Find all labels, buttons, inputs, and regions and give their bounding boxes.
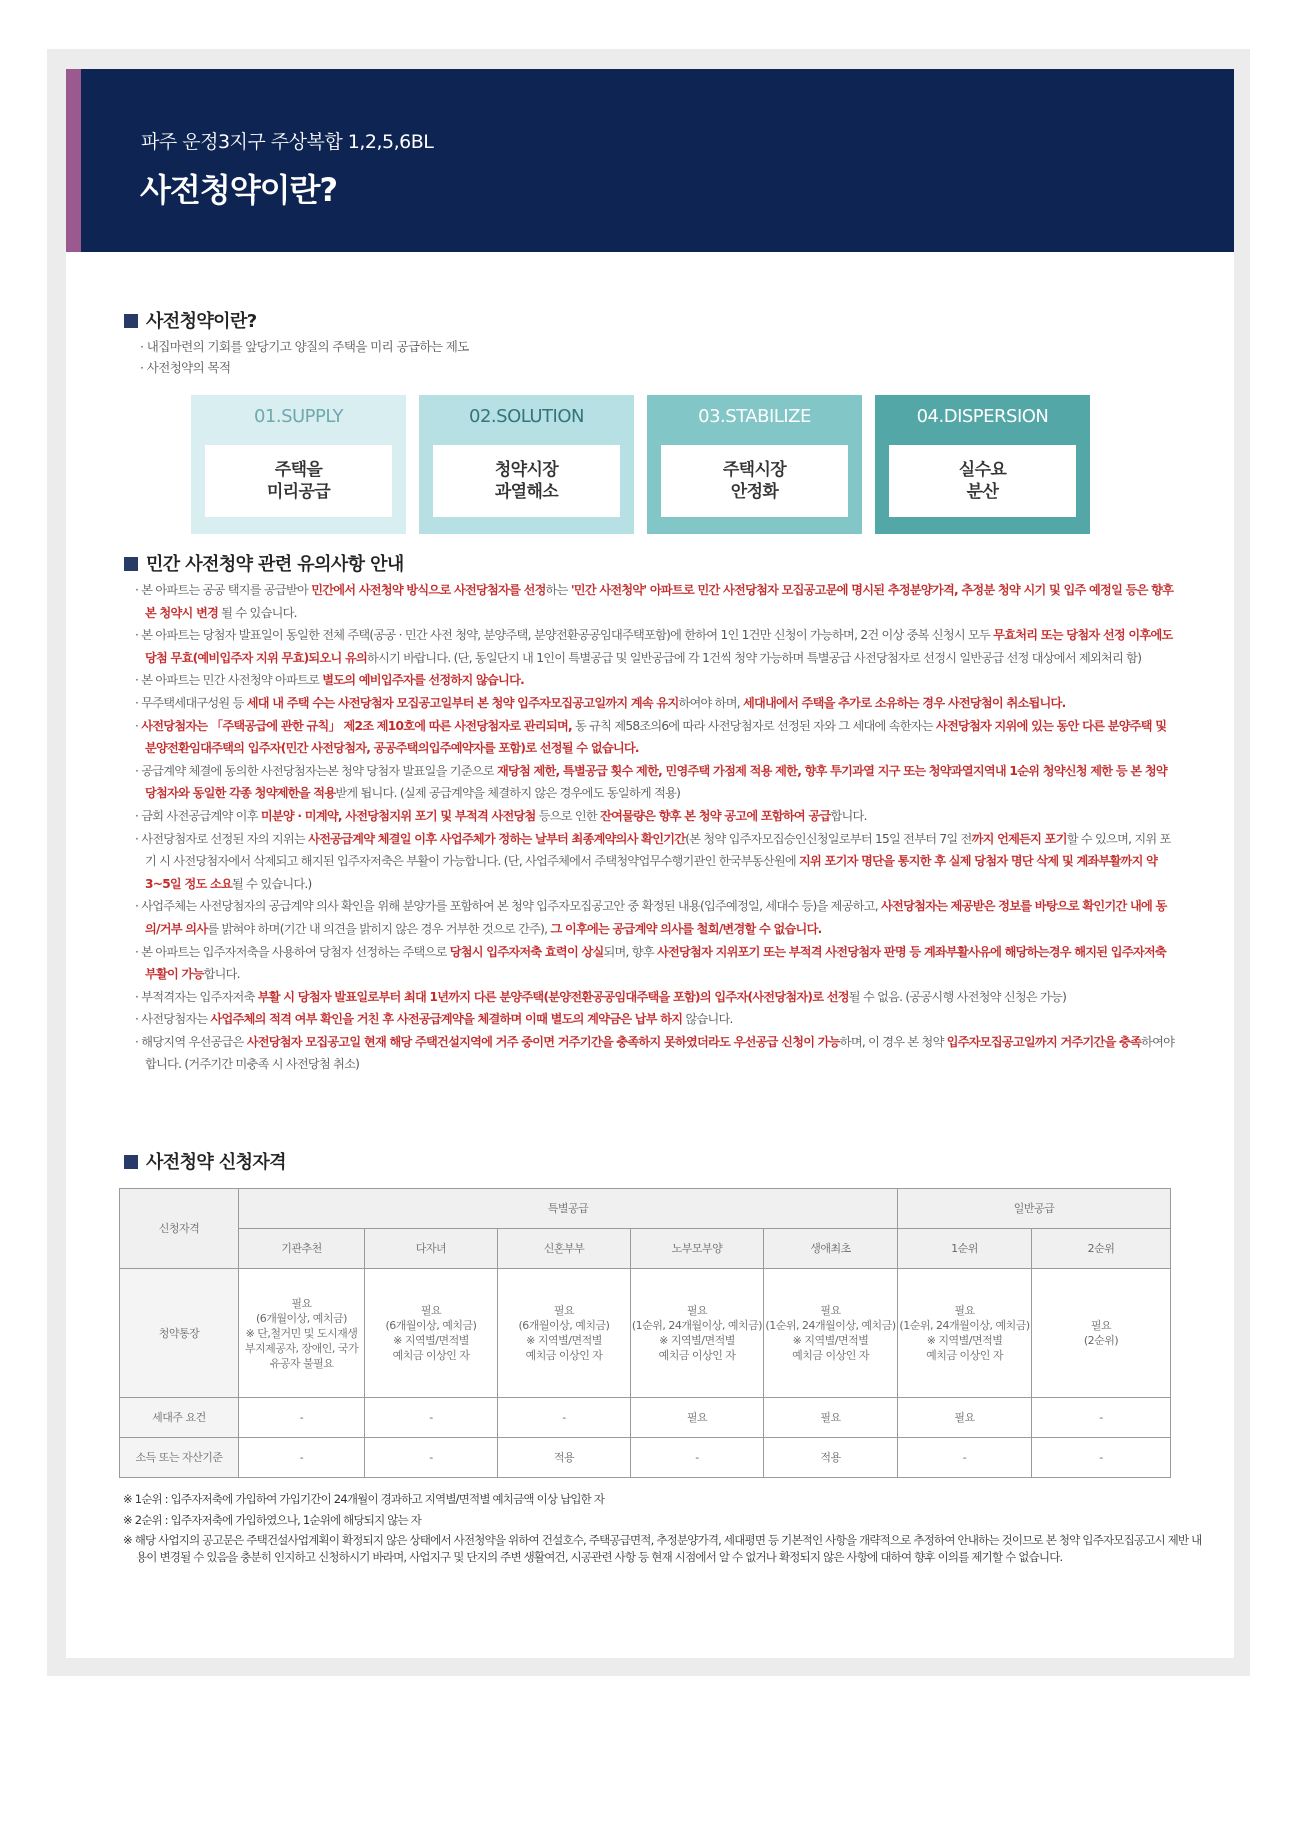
notice-item (135, 760, 1175, 805)
notice-text: 될 수 있습니다.) (232, 876, 312, 891)
notice-emphasis: 지위 포기자 명단을 통지한 후 실제 당첨자 명단 삭제 및 계좌부활까지 약 3~5일 정도 소요 (145, 854, 1158, 891)
hero-banner (66, 69, 1234, 252)
purpose-card (419, 395, 634, 534)
notice-text: 할 수 있으며, 지위 포기 시 사전당첨자에서 삭제되고 해지된 입주자저축은 부활이 가능합니다. (단, 사업주체에서 주택청약업무수행기관인 한국부동산원에 (145, 831, 1171, 869)
notice-emphasis: 그 이후에는 공급계약 의사를 철회/변경할 수 없습니다. (550, 921, 822, 936)
column-header: 1순위 (898, 1229, 1032, 1269)
cell-line: 유공자 불필요 (269, 1356, 334, 1370)
notice-emphasis: 입주자모집공고일까지 거주기간을 충족 (946, 1034, 1142, 1049)
column-header: 신혼부부 (498, 1229, 631, 1269)
notice-emphasis: 사전당첨자 지위에 있는 동안 다른 분양주택 및 분양전환임대주택의 입주자(민간 사전당첨자, 공공주택의입주예약자를 포함)로 선정될 수 없습니다. (145, 718, 1167, 756)
table-cell (498, 1398, 631, 1438)
cell-line: - (695, 1451, 699, 1464)
cell-line: ※ 지역별/면적별 (926, 1334, 1003, 1347)
cell-line: 예치금 이상인 자 (658, 1349, 736, 1362)
cell-line: 적용 (820, 1451, 841, 1464)
table-row (120, 1438, 1171, 1478)
notice-emphasis: 재당첨 제한, 특별공급 횟수 제한, 민영주택 가점제 적용 제한, 향후 투기과열 지구 또는 청약과열지역내 1순위 청약신청 제한 등 본 청약 당첨자와 동일한 각종 청약제한을 적용 (145, 763, 1167, 801)
section-heading-text: 민간 사전청약 관련 유의사항 안내 (146, 554, 404, 575)
table-cell (365, 1398, 498, 1438)
intro-line: · 사전청약의 목적 (140, 360, 231, 375)
notice-text: 를 밝혀야 하며(기간 내 의견을 밝히지 않은 경우 거부한 것으로 간주), (207, 921, 551, 936)
table-cell (498, 1269, 631, 1398)
notice-text: 무주택세대구성원 등 (141, 695, 247, 710)
column-header: 기관추천 (239, 1229, 365, 1269)
cell-line: 적용 (553, 1451, 575, 1464)
cell-line: - (562, 1411, 566, 1424)
notice-text: 합니다. (203, 967, 240, 982)
notice-item (135, 624, 1175, 669)
intro-line: · 내집마련의 기회를 앞당기고 양질의 주택을 미리 공급하는 제도 (140, 339, 469, 354)
notice-text: 않습니다. (682, 1012, 733, 1027)
notice-text: (본 청약 입주자모집승인신청일로부터 15일 전부터 7일 전 (685, 831, 972, 846)
cell-line: ※ 지역별/면적별 (393, 1334, 469, 1347)
table-cell (898, 1438, 1032, 1478)
notice-text: 공급계약 체결에 동의한 사전당첨자는본 청약 당첨자 발표일을 기준으로 (141, 763, 497, 778)
table-row (120, 1269, 1171, 1398)
hero-accent-bar (66, 69, 81, 252)
footnote: ※ 해당 사업지의 공고문은 주택건설사업계획이 확정되지 않은 상태에서 사전청약을 위하여 건설호수, 주택공급면적, 추정분양가격, 세대평면 등 기본적인 사항을 개략적으로 추정하여 안내하는 것이므로 본 청약 입주자모집공고시 제반 내용이 변경될 수 있음을 충분히 인지하고 신청하시기 바라며, 사업지구 및 단지의 주변 생활여건, 시공관련 사항 등 현재 시점에서 알 수 없거나 확정되지 않은 사항에 대하여 향후 이의를 제기할 수 없습니다. (123, 1533, 1202, 1564)
row-label: 세대주 요건 (120, 1398, 239, 1438)
group-general-header: 일반공급 (898, 1189, 1171, 1229)
cell-line: 예치금 이상인 자 (392, 1349, 470, 1362)
heading-square-icon (124, 1155, 138, 1169)
page-title: 사전청약이란? (140, 171, 338, 209)
cell-line: (6개월이상, 예치금) (385, 1319, 477, 1332)
cell-line: 필요 (686, 1411, 708, 1424)
table-cell (239, 1269, 365, 1398)
row-label: 소득 또는 자산기준 (120, 1438, 239, 1478)
notice-text: 본 아파트는 민간 사전청약 아파트로 (141, 673, 323, 688)
notice-text: 동 규칙 제58조의6에 따라 사전당첨자로 선정된 자와 그 세대에 속한자는 (571, 718, 936, 733)
table-cell (1032, 1398, 1171, 1438)
notice-emphasis: 민간에서 사전청약 방식으로 사전당첨자를 선정 (311, 583, 546, 597)
notice-emphasis: 잔여물량은 향후 본 청약 공고에 포함하여 공급 (600, 808, 831, 823)
purpose-box (661, 445, 848, 517)
notice-emphasis: 세대 내 주택 수는 사전당첨자 모집공고일부터 본 청약 입주자모집공고일까지 계속 유지 (246, 695, 679, 710)
intro-text (140, 336, 469, 378)
notice-emphasis: 사전당첨자 지위포기 또는 부적격 사전당첨자 판명 등 계좌부활사유에 해당하는경우 해지된 입주자저축 부활이 가능 (145, 944, 1166, 982)
cell-line: ※ 지역별/면적별 (792, 1334, 869, 1347)
purpose-line: 주택시장 (722, 460, 787, 480)
notice-emphasis: 사전당첨자는 「주택공급에 관한 규칙」 제2조 제10호에 따른 사전당첨자로 관리되며, (141, 718, 572, 733)
notice-text: 해당지역 우선공급은 (141, 1034, 247, 1049)
hero-subtitle: 파주 운정3지구 주상복합 1,2,5,6BL (141, 131, 434, 153)
notice-list (135, 579, 1175, 1076)
heading-square-icon (124, 314, 138, 328)
table-cell (498, 1438, 631, 1478)
footnote-list (123, 1491, 1203, 1569)
notice-text: 하며, 이 경우 본 청약 (839, 1034, 947, 1049)
group-special-header: 특별공급 (239, 1189, 898, 1229)
notice-item (135, 828, 1175, 896)
cell-line: (6개월이상, 예치금) (256, 1311, 347, 1325)
notice-item (135, 805, 1175, 828)
cell-line: 예치금 이상인 자 (792, 1349, 869, 1362)
footnote: ※ 2순위 : 입주자저축에 가입하였으나, 1순위에 해당되지 않는 자 (123, 1512, 422, 1527)
cell-line: - (299, 1451, 304, 1464)
notice-emphasis: 무효처리 또는 당첨자 선정 이후에도 당첨 무효(예비입주자 지위 무효)되오니 유의 (145, 628, 1173, 665)
cell-line: 필요 (686, 1304, 708, 1317)
section-heading-text: 사전청약이란? (146, 311, 257, 332)
notice-emphasis: 세대내에서 주택을 추가로 소유하는 경우 사전당첨이 취소됩니다. (742, 695, 1066, 710)
notice-emphasis: 부활 시 당첨자 발표일로부터 최대 1년까지 다른 분양주택(분양전환공공임대주택을 포함)의 입주자(사전당첨자)로 선정 (257, 989, 849, 1004)
purpose-line: 분산 (966, 482, 999, 502)
notice-item (135, 895, 1175, 940)
table-cell (239, 1398, 365, 1438)
purpose-card (647, 395, 862, 534)
cell-line: 예치금 이상인 자 (926, 1349, 1003, 1362)
heading-square-icon (124, 557, 138, 571)
notice-item (135, 692, 1175, 715)
notice-text: 본 아파트는 당첨자 발표일이 동일한 전체 주택(공공 · 민간 사전 청약, 분양주택, 분양전환공공임대주택포함)에 한하여 1인 1건만 신청이 가능하며, 2건 이상 중복 신청시 모두 (141, 628, 994, 643)
cell-line: - (962, 1451, 967, 1464)
notice-text: 부적격자는 입주자저축 (141, 989, 258, 1004)
notice-text: 하여야 하며, (678, 695, 743, 710)
notice-emphasis: 사전공급계약 체결일 이후 사업주체가 정하는 날부터 최종계약의사 확인기간 (308, 831, 686, 846)
column-header: 노부모부양 (631, 1229, 764, 1269)
cell-line: 필요 (820, 1411, 841, 1424)
notice-item (135, 941, 1175, 986)
eligibility-table (119, 1188, 1171, 1478)
cell-line: ※ 지역별/면적별 (526, 1334, 602, 1347)
notice-item (135, 579, 1175, 624)
purpose-card (875, 395, 1090, 534)
section-heading-text: 사전청약 신청자격 (146, 1152, 286, 1173)
column-header: 2순위 (1032, 1229, 1171, 1269)
table-cell (1032, 1438, 1171, 1478)
table-cell (898, 1398, 1032, 1438)
notice-text: 본 아파트는 입주자저축을 사용하여 당첨자 선정하는 주택으로 (141, 944, 450, 959)
cell-line: 필요 (954, 1304, 975, 1317)
table-cell (764, 1269, 898, 1398)
table-cell (631, 1438, 764, 1478)
column-header: 생애최초 (764, 1229, 898, 1269)
cell-line: (1순위, 24개월이상, 예치금) (899, 1319, 1030, 1332)
notice-item (135, 669, 1175, 692)
notice-text: 되며, 향후 (603, 944, 657, 959)
purpose-title: 01.SUPPLY (253, 406, 344, 427)
cell-line: - (1099, 1411, 1103, 1424)
notice-text: 될 수 있습니다. (218, 605, 297, 620)
cell-line: 필요 (820, 1304, 841, 1317)
table-cell (365, 1438, 498, 1478)
notice-item (135, 1031, 1175, 1076)
notice-text: 하는 (545, 583, 571, 597)
cell-line: - (299, 1411, 304, 1424)
purpose-box (205, 445, 392, 517)
cell-line: (1순위, 24개월이상, 예치금) (765, 1319, 896, 1332)
section-heading-notices (124, 550, 404, 576)
table-cell (239, 1438, 365, 1478)
purpose-line: 실수요 (958, 460, 1007, 480)
notice-text: 등으로 인한 (535, 808, 601, 823)
purpose-line: 과열해소 (494, 482, 559, 502)
notice-text: 받게 됩니다. (실제 공급계약을 체결하지 않은 경우에도 동일하게 적용) (335, 786, 681, 801)
notice-text: 사전당첨자는 (141, 1012, 211, 1027)
cell-line: (6개월이상, 예치금) (518, 1319, 610, 1332)
notice-emphasis: '민간 사전청약' 아파트로 민간 사전당첨자 모집공고문에 명시된 추정분양가격, 추정분 청약 시기 및 입주 예정일 등은 향후 본 청약시 변경 (145, 583, 1174, 620)
footnote: ※ 1순위 : 입주자저축에 가입하여 가입기간이 24개월이 경과하고 지역별/면적별 예치금액 이상 납입한 자 (123, 1492, 605, 1506)
notice-text: 합니다. (830, 808, 867, 823)
notice-emphasis: 까지 언제든지 포기 (971, 831, 1067, 846)
notice-item (135, 986, 1175, 1009)
cell-line: (2순위) (1083, 1334, 1119, 1347)
purpose-box (889, 445, 1076, 517)
column-header-row (120, 1229, 1171, 1269)
purpose-title: 03.STABILIZE (698, 406, 811, 427)
notice-text: 하여야 합니다. (거주기간 미충족 시 사전당첨 취소) (145, 1034, 1175, 1072)
purpose-box (433, 445, 620, 517)
cell-line: - (429, 1411, 433, 1424)
notice-text: 사업주체는 사전당첨자의 공급계약 의사 확인을 위해 분양가를 포함하여 본 청약 입주자모집공고안 중 확정된 내용(입주예정일, 세대수 등)을 제공하고, (141, 899, 882, 914)
section-heading-eligibility (124, 1148, 286, 1174)
table-row (120, 1398, 1171, 1438)
cell-line: 필요 (553, 1304, 575, 1317)
table-cell (1032, 1269, 1171, 1398)
notice-emphasis: 별도의 예비입주자를 선정하지 않습니다. (322, 673, 524, 688)
cell-line: 필요 (420, 1304, 442, 1317)
purpose-line: 미리공급 (266, 482, 331, 502)
cell-line: 필요 (291, 1296, 312, 1310)
purpose-title: 02.SOLUTION (469, 406, 584, 427)
cell-line: 필요 (1090, 1319, 1112, 1332)
cell-line: - (429, 1451, 433, 1464)
purpose-card (191, 395, 406, 534)
notice-text: 하시기 바랍니다. (단, 동일단지 내 1인이 특별공급 및 일반공급에 각 1건씩 청약 가능하며 특별공급 사전당첨자로 선정시 일반공급 선정 대상에서 제외처리 함) (367, 650, 1142, 665)
purpose-line: 청약시장 (494, 460, 559, 480)
section-heading-what-is (124, 307, 257, 333)
table-cell (764, 1398, 898, 1438)
notice-emphasis: 당첨시 입주자저축 효력이 상실 (449, 944, 604, 959)
notice-emphasis: 미분양 · 미계약, 사전당첨지위 포기 및 부적격 사전당첨 (260, 808, 536, 823)
purpose-line: 주택을 (274, 460, 323, 480)
notice-text: 금회 사전공급계약 이후 (141, 808, 261, 823)
cell-line: 예치금 이상인 자 (525, 1349, 603, 1362)
notice-text: 사전당첨자로 선정된 자의 지위는 (141, 831, 309, 846)
column-header: 다자녀 (365, 1229, 498, 1269)
notice-text: 될 수 없음. (공공시행 사전청약 신청은 가능) (848, 989, 1067, 1004)
purpose-title: 04.DISPERSION (916, 406, 1049, 427)
notice-item (135, 1008, 1175, 1031)
notice-item (135, 715, 1175, 760)
cell-line: 필요 (954, 1411, 975, 1424)
table-corner-cell: 신청자격 (120, 1189, 239, 1269)
notice-text: 본 아파트는 공공 택지를 공급받아 (141, 583, 312, 597)
row-label: 청약통장 (120, 1269, 239, 1398)
table-cell (631, 1269, 764, 1398)
notice-emphasis: 사전당첨자 모집공고일 현재 해당 주택건설지역에 거주 중이면 거주기간을 충족하지 못하였더라도 우선공급 신청이 가능 (246, 1034, 840, 1049)
cell-line: ※ 단,철거민 및 도시재생 (245, 1326, 358, 1340)
cell-line: (1순위, 24개월이상, 예치금) (631, 1319, 763, 1332)
purpose-line: 안정화 (730, 482, 779, 502)
table-cell (898, 1269, 1032, 1398)
cell-line: - (1099, 1451, 1103, 1464)
table-cell (365, 1269, 498, 1398)
table-cell (764, 1438, 898, 1478)
cell-line: 부지제공자, 장애인, 국가 (244, 1341, 359, 1355)
notice-emphasis: 사전당첨자는 제공받은 정보를 바탕으로 확인기간 내에 동의/거부 의사 (145, 899, 1167, 936)
notice-emphasis: 사업주체의 적격 여부 확인을 거친 후 사전공급계약을 체결하며 이때 별도의 계약금은 납부 하지 (210, 1012, 683, 1027)
table-cell (631, 1398, 764, 1438)
cell-line: ※ 지역별/면적별 (659, 1334, 735, 1347)
